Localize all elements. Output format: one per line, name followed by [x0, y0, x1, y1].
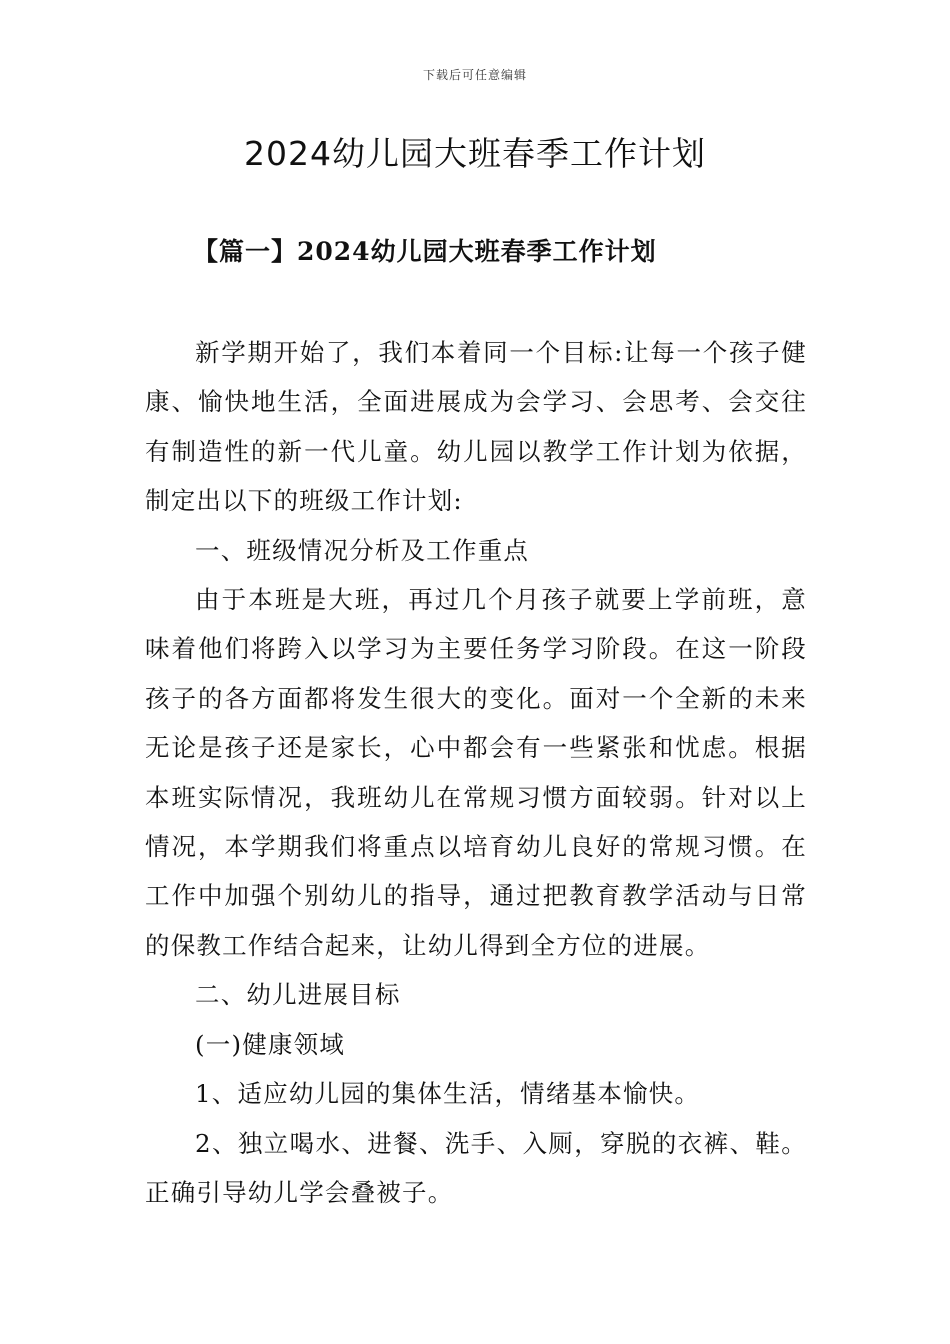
document-body [145, 328, 807, 1217]
paragraph-intro: 新学期开始了，我们本着同一个目标:让每一个孩子健康、愉快地生活，全面进展成为会学习、会思考、会交往有制造性的新一代儿童。幼儿园以教学工作计划为依据，制定出以下的班级工作计划: [145, 338, 807, 516]
header-note: 下载后可任意编辑 [422, 68, 527, 82]
document-title: 2024幼儿园大班春季工作计划 [244, 134, 706, 173]
heading-development-goals: 二、幼儿进展目标 [195, 980, 401, 1010]
list-item-2: 2、独立喝水、进餐、洗手、入厕，穿脱的衣裤、鞋。正确引导幼儿学会叠被子。 [145, 1128, 807, 1207]
heading-class-analysis: 一、班级情况分析及工作重点 [195, 535, 530, 565]
heading-health-domain: (一)健康领域 [195, 1029, 346, 1059]
section-title: 【篇一】2024幼儿园大班春季工作计划 [193, 237, 657, 266]
list-item-1: 1、适应幼儿园的集体生活，情绪基本愉快。 [195, 1079, 701, 1109]
paragraph-class-analysis: 由于本班是大班，再过几个月孩子就要上学前班，意味着他们将跨入以学习为主要任务学习阶段。在这一阶段孩子的各方面都将发生很大的变化。面对一个全新的未来无论是孩子还是家长，心中都会有一些紧张和忧虑。根据本班实际情况，我班幼儿在常规习惯方面较弱。针对以上情况，本学期我们将重点以培育幼儿良好的常规习惯。在工作中加强个别幼儿的指导，通过把教育教学活动与日常的保教工作结合起来，让幼儿得到全方位的进展。 [145, 585, 807, 960]
